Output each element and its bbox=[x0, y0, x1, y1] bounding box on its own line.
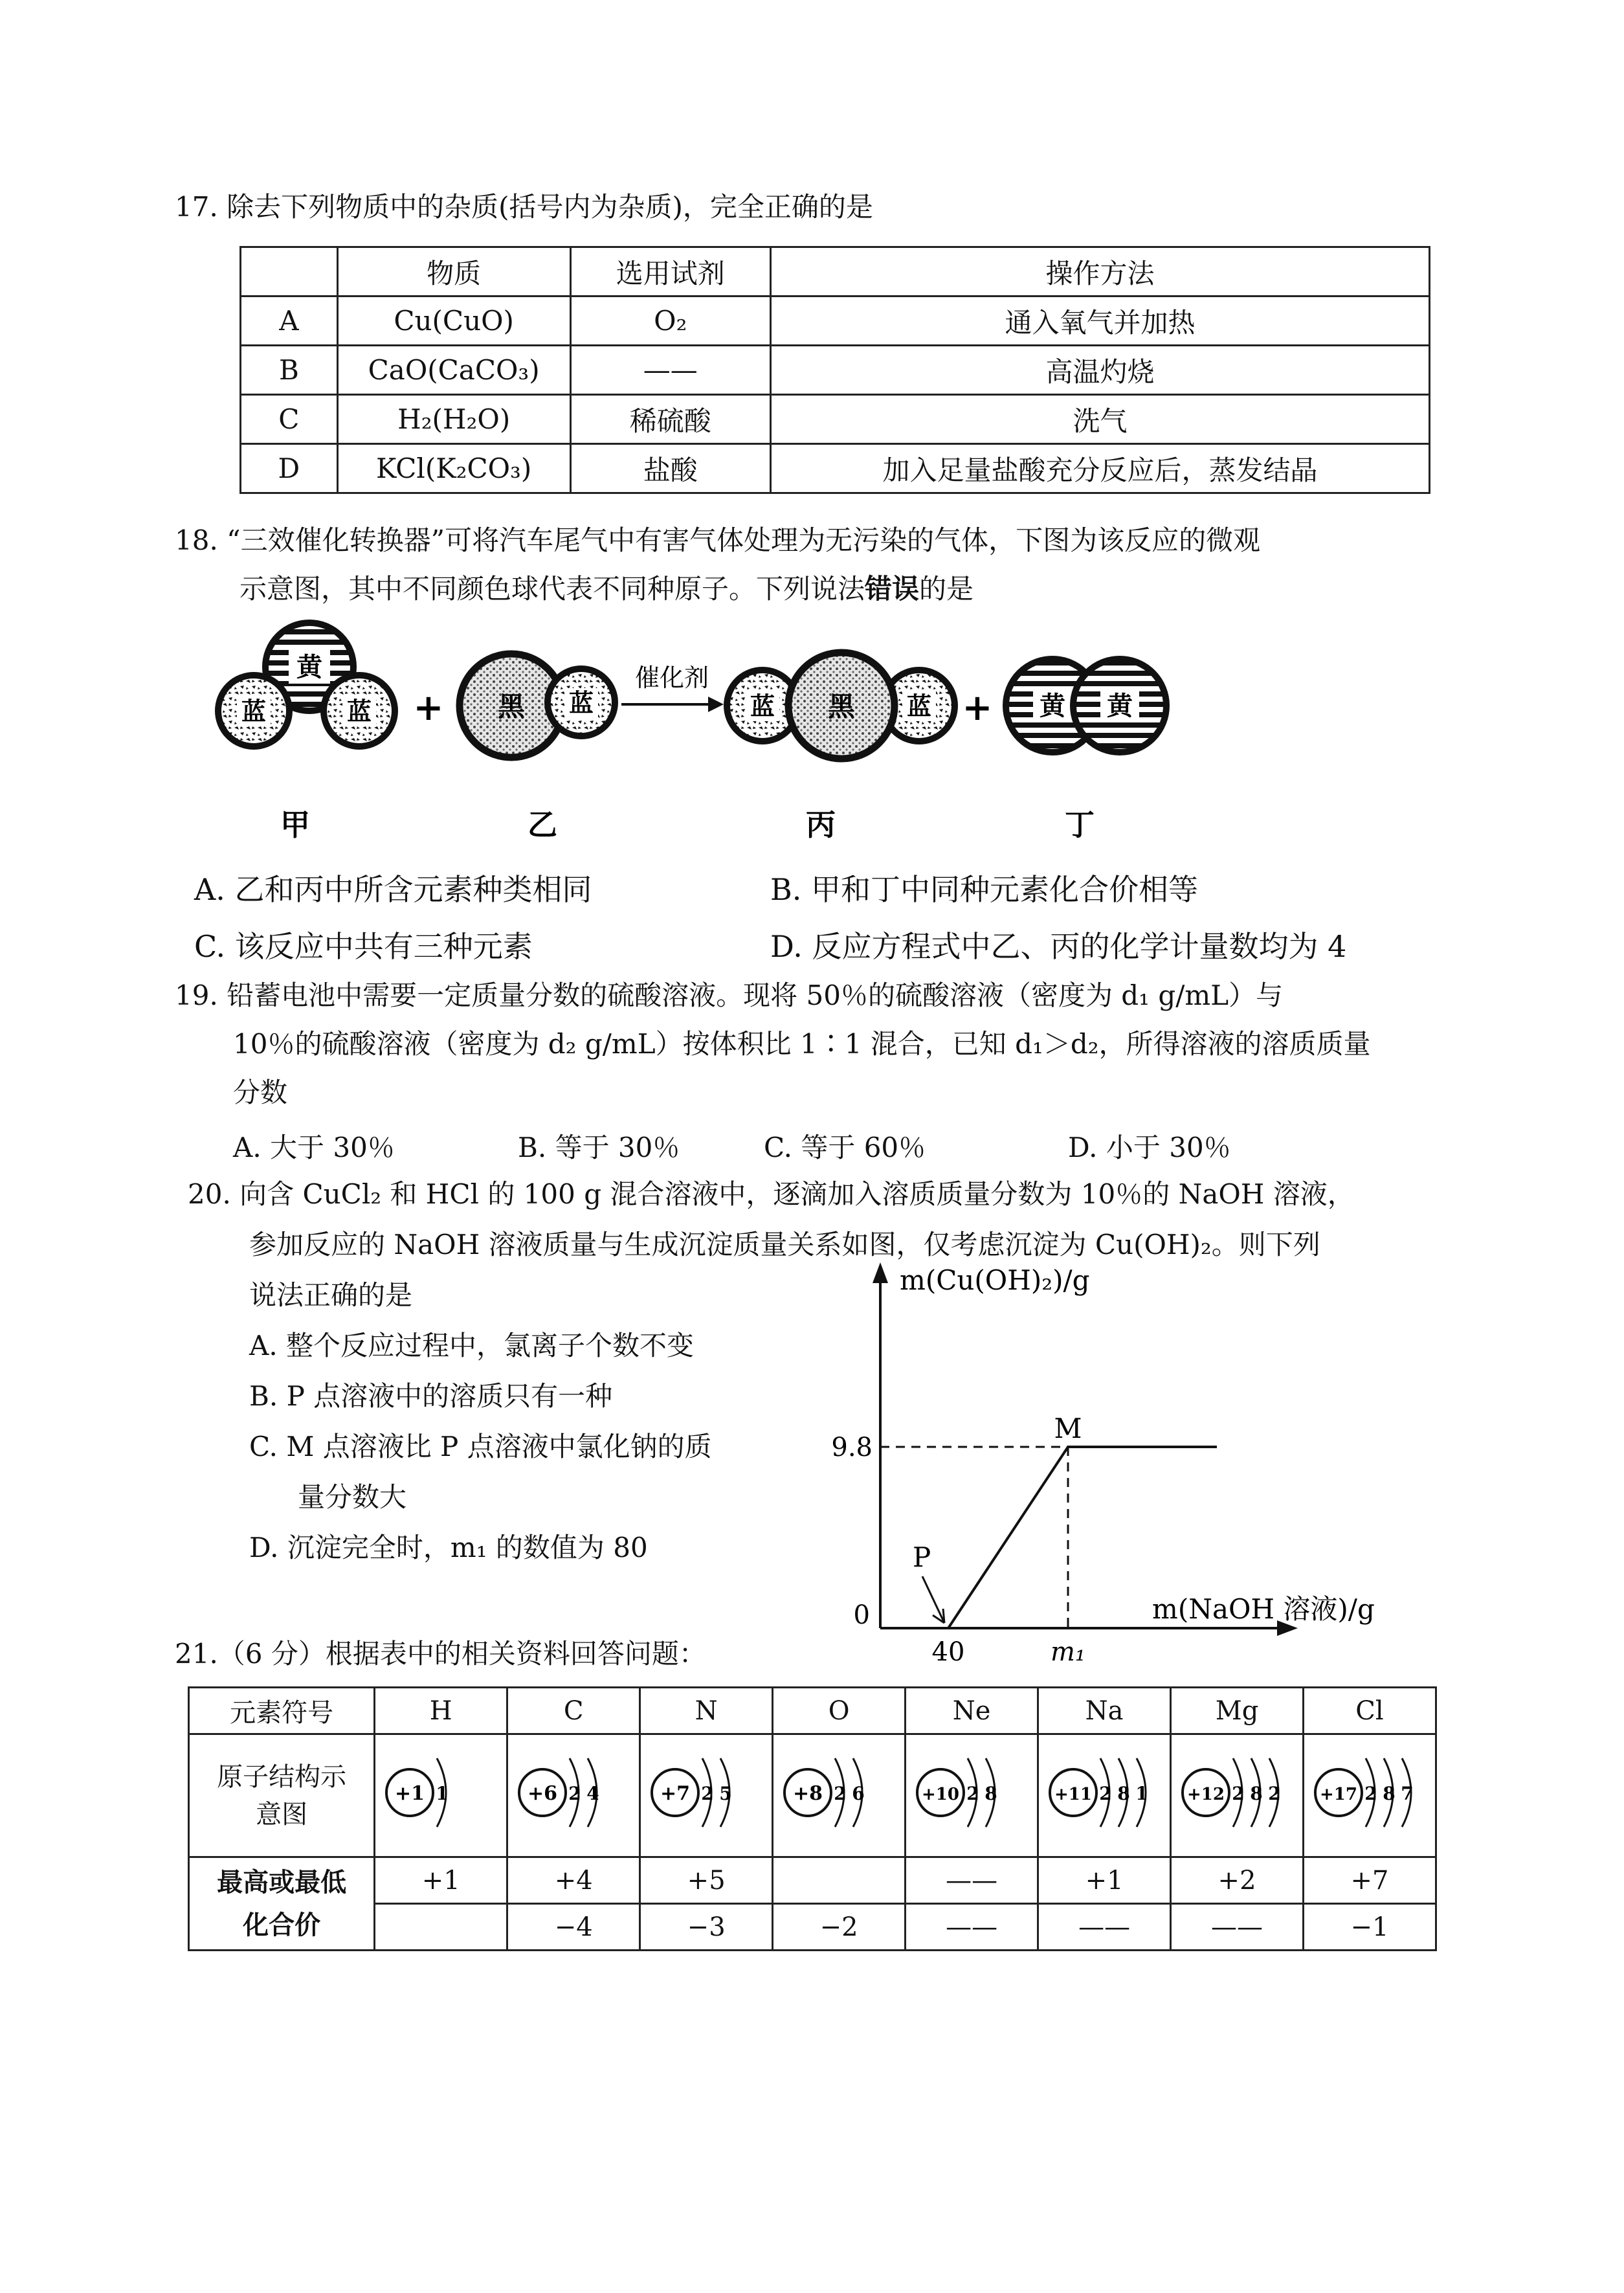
atom-label-yellow: 黄 bbox=[1040, 691, 1065, 721]
molecule-jia bbox=[218, 623, 395, 746]
q17-table bbox=[239, 246, 1430, 494]
catalyst-label: 催化剂 bbox=[634, 664, 709, 692]
valence-high: +5 bbox=[640, 1857, 773, 1904]
q18-stem-emphasis: 错误 bbox=[865, 573, 920, 605]
q17-header-reagent: 选用试剂 bbox=[570, 247, 771, 296]
valence-low: —— bbox=[1038, 1904, 1171, 1951]
q18-stem-line2 bbox=[239, 570, 973, 609]
q17-row-label: A bbox=[241, 296, 338, 346]
table-row bbox=[241, 395, 1430, 444]
origin-label: 0 bbox=[853, 1600, 870, 1630]
atom-structure-cell bbox=[375, 1734, 507, 1857]
q18-option-d: D. 反应方程式中乙、丙的化学计量数均为 4 bbox=[770, 929, 1347, 964]
q17-stem: 17. 除去下列物质中的杂质(括号内为杂质)，完全正确的是 bbox=[175, 191, 873, 223]
q17-row-reagent: —— bbox=[570, 346, 771, 395]
electron-count: 5 bbox=[719, 1782, 732, 1804]
electron-count: 8 bbox=[1250, 1782, 1263, 1804]
valence-high bbox=[773, 1857, 906, 1904]
nucleus-charge: +12 bbox=[1187, 1784, 1225, 1804]
q17-row-method: 洗气 bbox=[771, 395, 1430, 444]
q17-header-blank bbox=[241, 247, 338, 296]
q20-option-c-line1: C. M 点溶液比 P 点溶液中氯化钠的质 bbox=[249, 1431, 712, 1462]
q17-header-method: 操作方法 bbox=[771, 247, 1430, 296]
atom-structure-cell bbox=[1304, 1734, 1436, 1857]
nucleus-charge: +10 bbox=[922, 1784, 960, 1804]
q18-option-c: C. 该反应中共有三种元素 bbox=[194, 929, 533, 964]
valence-high: +1 bbox=[375, 1857, 507, 1904]
q21-valence-low-row bbox=[189, 1904, 1436, 1951]
electron-count: 6 bbox=[852, 1782, 865, 1804]
molecule-label-jia: 甲 bbox=[280, 807, 310, 842]
q21-header-structure: 原子结构示意图 bbox=[189, 1734, 375, 1857]
q17-row-reagent: 稀硫酸 bbox=[570, 395, 771, 444]
electron-count: 2 bbox=[966, 1782, 979, 1804]
precipitate-chart bbox=[803, 1249, 1463, 1667]
element-symbol: C bbox=[507, 1688, 640, 1734]
q17-row-method: 高温灼烧 bbox=[771, 346, 1430, 395]
electron-count: 2 bbox=[1268, 1782, 1281, 1804]
q19-line1: 19. 铅蓄电池中需要一定质量分数的硫酸溶液。现将 50％的硫酸溶液（密度为 d₁ g/mL）与 bbox=[175, 979, 1284, 1011]
q21-header-symbol: 元素符号 bbox=[189, 1688, 375, 1734]
table-row bbox=[241, 296, 1430, 346]
valence-high: +4 bbox=[507, 1857, 640, 1904]
q21-stem: 21.（6 分）根据表中的相关资料回答问题： bbox=[175, 1638, 706, 1670]
electron-count: 2 bbox=[1232, 1782, 1245, 1804]
valence-high: +1 bbox=[1038, 1857, 1171, 1904]
q20-option-c-line2: 量分数大 bbox=[298, 1481, 407, 1513]
q18-option-a: A. 乙和丙中所含元素种类相同 bbox=[194, 872, 592, 907]
electron-count: 2 bbox=[568, 1782, 581, 1804]
element-symbol: Na bbox=[1038, 1688, 1171, 1734]
molecule-label-yi: 乙 bbox=[528, 807, 557, 842]
electron-count: 7 bbox=[1401, 1782, 1414, 1804]
atom-structure-cell bbox=[1038, 1734, 1171, 1857]
valence-high: +7 bbox=[1304, 1857, 1436, 1904]
electron-count: 8 bbox=[984, 1782, 997, 1804]
electron-count: 1 bbox=[436, 1782, 449, 1804]
y-axis-arrow-icon bbox=[873, 1262, 888, 1283]
x-axis-label: m(NaOH 溶液)/g bbox=[1152, 1593, 1375, 1625]
q19-line2: 10％的硫酸溶液（密度为 d₂ g/mL）按体积比 1∶1 混合，已知 d₁＞d₂，所得溶液的溶质质量 bbox=[233, 1028, 1371, 1060]
atom-label-yellow: 黄 bbox=[1107, 691, 1133, 721]
atom-label-blue: 蓝 bbox=[346, 697, 372, 726]
atom-label-blue: 蓝 bbox=[241, 697, 267, 726]
valence-low: —— bbox=[1171, 1904, 1304, 1951]
table-row bbox=[241, 346, 1430, 395]
valence-low bbox=[375, 1904, 507, 1951]
point-label-p: P bbox=[913, 1541, 931, 1573]
nucleus-charge: +8 bbox=[793, 1782, 823, 1805]
q19-option-a: A. 大于 30％ bbox=[233, 1132, 395, 1163]
atom-structure-diagram bbox=[1040, 1744, 1169, 1841]
q17-row-label: B bbox=[241, 346, 338, 395]
element-symbol: Ne bbox=[906, 1688, 1038, 1734]
nucleus-charge: +1 bbox=[395, 1782, 425, 1805]
atom-structure-diagram bbox=[641, 1744, 771, 1841]
molecule-ding bbox=[1006, 659, 1166, 752]
q17-row-method: 通入氧气并加热 bbox=[771, 296, 1430, 346]
element-symbol: O bbox=[773, 1688, 906, 1734]
electron-count: 2 bbox=[1364, 1782, 1377, 1804]
nucleus-charge: +17 bbox=[1320, 1784, 1357, 1804]
q17-row-method: 加入足量盐酸充分反应后，蒸发结晶 bbox=[771, 444, 1430, 493]
y-tick-9-8: 9.8 bbox=[831, 1433, 873, 1462]
atom-structure-cell bbox=[640, 1734, 773, 1857]
q17-row-label: C bbox=[241, 395, 338, 444]
molecule-yi bbox=[460, 654, 615, 757]
valence-low: −1 bbox=[1304, 1904, 1436, 1951]
valence-low: −4 bbox=[507, 1904, 640, 1951]
q21-table bbox=[188, 1686, 1437, 1951]
atom-structure-diagram bbox=[376, 1744, 506, 1841]
nucleus-charge: +7 bbox=[660, 1782, 691, 1805]
q21-header-valence: 最高或最低化合价 bbox=[189, 1857, 375, 1951]
x-tick-m1: m₁ bbox=[1051, 1637, 1085, 1667]
q20-line1: 20. 向含 CuCl₂ 和 HCl 的 100 g 混合溶液中，逐滴加入溶质质量分数为 10％的 NaOH 溶液， bbox=[188, 1178, 1355, 1210]
reaction-diagram bbox=[0, 609, 1624, 867]
atom-structure-diagram bbox=[509, 1744, 638, 1841]
q17-row-label: D bbox=[241, 444, 338, 493]
valence-high: —— bbox=[906, 1857, 1038, 1904]
element-symbol: Cl bbox=[1304, 1688, 1436, 1734]
q17-row-substance: H₂(H₂O) bbox=[337, 395, 570, 444]
electron-count: 2 bbox=[701, 1782, 714, 1804]
q19-option-b: B. 等于 30％ bbox=[518, 1132, 680, 1163]
q17-header-substance: 物质 bbox=[337, 247, 570, 296]
reaction-arrow bbox=[621, 664, 724, 712]
q17-row-reagent: O₂ bbox=[570, 296, 771, 346]
atom-structure-diagram bbox=[1305, 1744, 1434, 1841]
q18-stem-line1: 18. “三效催化转换器”可将汽车尾气中有害气体处理为无污染的气体，下图为该反应的微观 bbox=[175, 524, 1261, 556]
q20-option-d: D. 沉淀完全时，m₁ 的数值为 80 bbox=[249, 1532, 648, 1563]
q20-line2: 参加反应的 NaOH 溶液质量与生成沉淀质量关系如图，仅考虑沉淀为 Cu(OH)₂。则下列 bbox=[249, 1229, 1320, 1260]
point-p-pointer-icon bbox=[922, 1576, 944, 1623]
electron-count: 2 bbox=[1099, 1782, 1112, 1804]
valence-low: −3 bbox=[640, 1904, 773, 1951]
atom-structure-diagram bbox=[774, 1744, 904, 1841]
q21-valence-high-row bbox=[189, 1857, 1436, 1904]
q20-line3: 说法正确的是 bbox=[249, 1279, 413, 1311]
atom-structure-cell bbox=[906, 1734, 1038, 1857]
electron-count: 1 bbox=[1135, 1782, 1148, 1804]
q19-line3: 分数 bbox=[233, 1077, 288, 1108]
q17-header-row bbox=[241, 247, 1430, 296]
point-label-m: M bbox=[1054, 1413, 1082, 1444]
q18-stem-line2a: 示意图，其中不同颜色球代表不同种原子。下列说法 bbox=[239, 573, 865, 605]
electron-count: 4 bbox=[586, 1782, 599, 1804]
atom-structure-diagram bbox=[907, 1744, 1036, 1841]
molecule-bing bbox=[727, 653, 955, 759]
electron-count: 8 bbox=[1383, 1782, 1396, 1804]
q21-symbol-row bbox=[189, 1688, 1436, 1734]
valence-low: −2 bbox=[773, 1904, 906, 1951]
valence-low: —— bbox=[906, 1904, 1038, 1951]
atom-structure-cell bbox=[1171, 1734, 1304, 1857]
atom-label-black: 黑 bbox=[497, 691, 526, 722]
arrow-head-icon bbox=[708, 697, 724, 712]
atom-structure-diagram bbox=[1172, 1744, 1302, 1841]
atom-label-blue: 蓝 bbox=[750, 691, 775, 721]
nucleus-charge: +6 bbox=[528, 1782, 558, 1805]
electron-count: 8 bbox=[1117, 1782, 1130, 1804]
table-row bbox=[241, 444, 1430, 493]
q18-option-b: B. 甲和丁中同种元素化合价相等 bbox=[770, 872, 1199, 907]
q20-option-b: B. P 点溶液中的溶质只有一种 bbox=[249, 1380, 613, 1412]
q17-row-substance: CaO(CaCO₃) bbox=[337, 346, 570, 395]
q17-row-reagent: 盐酸 bbox=[570, 444, 771, 493]
q20-option-a: A. 整个反应过程中，氯离子个数不变 bbox=[249, 1330, 695, 1361]
atom-label-black: 黑 bbox=[827, 691, 856, 722]
atom-structure-cell bbox=[507, 1734, 640, 1857]
q21-structure-row bbox=[189, 1734, 1436, 1857]
plus-sign: + bbox=[962, 686, 993, 729]
q17-row-substance: Cu(CuO) bbox=[337, 296, 570, 346]
q18-stem-line2c: 的是 bbox=[919, 573, 974, 605]
valence-high: +2 bbox=[1171, 1857, 1304, 1904]
molecule-label-ding: 丁 bbox=[1065, 807, 1095, 842]
element-symbol: H bbox=[375, 1688, 507, 1734]
element-symbol: Mg bbox=[1171, 1688, 1304, 1734]
atom-label-yellow: 黄 bbox=[296, 652, 322, 682]
x-tick-40: 40 bbox=[931, 1637, 965, 1667]
atom-label-blue: 蓝 bbox=[906, 691, 932, 721]
electron-count: 2 bbox=[834, 1782, 847, 1804]
element-symbol: N bbox=[640, 1688, 773, 1734]
plus-sign: + bbox=[413, 686, 444, 729]
q17-row-substance: KCl(K₂CO₃) bbox=[337, 444, 570, 493]
q19-option-d: D. 小于 30％ bbox=[1068, 1132, 1231, 1163]
nucleus-charge: +11 bbox=[1054, 1784, 1093, 1804]
q19-option-c: C. 等于 60％ bbox=[764, 1132, 926, 1163]
atom-label-blue: 蓝 bbox=[568, 688, 594, 717]
atom-structure-cell bbox=[773, 1734, 906, 1857]
molecule-label-bing: 丙 bbox=[806, 807, 836, 842]
y-axis-label: m(Cu(OH)₂)/g bbox=[900, 1264, 1090, 1296]
